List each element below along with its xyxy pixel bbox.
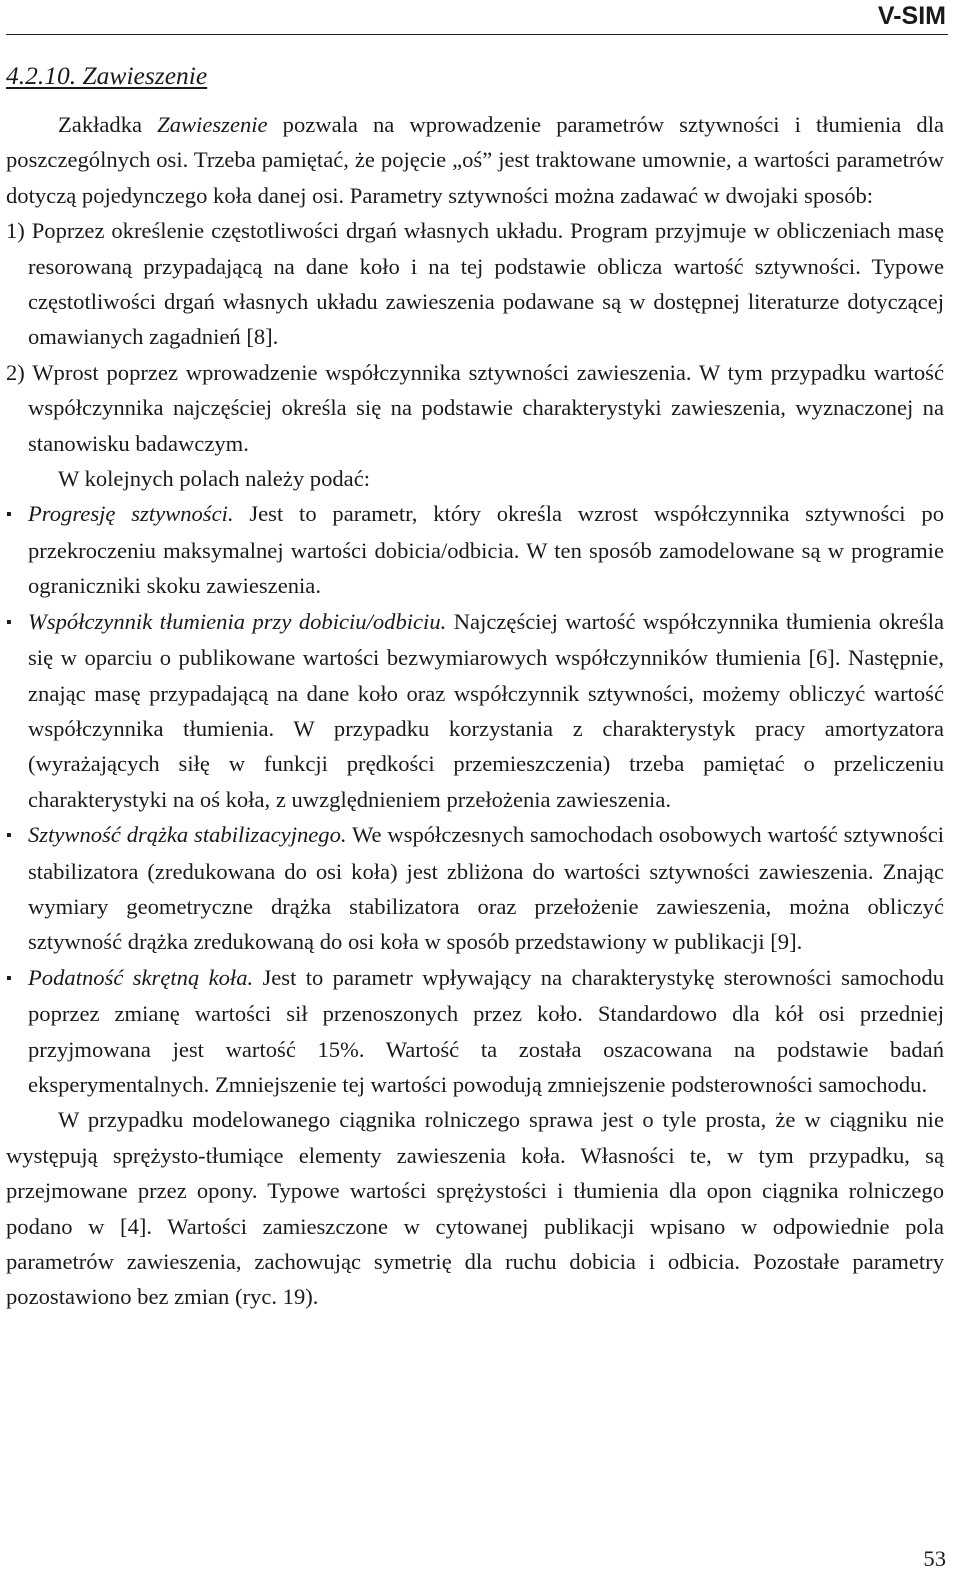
header-divider — [6, 34, 948, 35]
bullet-text: We współczesnych samochodach osobowych wartość sztywności stabilizatora (zredukowana do osi koła) jest zbliżona do wartości sztywności zawieszenia. Znając wymiary geometryczne drążka stabilizatora oraz przełożenie zawieszenia, można obliczyć sztywność drążka zredukowaną do osi koła w sposób przedstawiony w publikacji [9]. — [28, 822, 944, 955]
bullet-term: Sztywność drążka stabilizacyjnego. — [28, 822, 347, 848]
page-number: 53 — [923, 1546, 946, 1571]
bullet-item-stabilizer-stiffness — [6, 817, 944, 960]
intro-paragraph — [6, 107, 944, 213]
section-title: 4.2.10. Zawieszenie — [6, 61, 208, 90]
bullet-term: Progresję sztywności. — [28, 501, 234, 527]
fields-intro: W kolejnych polach należy podać: — [58, 466, 371, 492]
running-header: V-SIM — [877, 2, 946, 30]
method-item-2: 2) Wprost poprzez wprowadzenie współczynnika sztywności zawieszenia. W tym przypadku wartość współczynnika najczęściej określa się na podstawie charakterystyki zawieszenia, wyznaczonej na stanowisku badawczym. — [6, 359, 944, 456]
bullet-item-wheel-torsional-compliance — [6, 960, 944, 1103]
method-item-1: 1) Poprzez określenie częstotliwości drgań własnych układu. Program przyjmuje w obliczeniach masę resorowaną przypadającą na dane koło i na tej podstawie oblicza wartość sztywności. Typowe częstotliwości drgań własnych układu zawieszenia podawane są w dostępnej literaturze dotyczącej omawianych zagadnień [8]. — [6, 218, 944, 350]
bullet-text: Jest to parametr, który określa wzrost współczynnika sztywności po przekroczeniu maksymalnej wartości dobicia/odbicia. W ten sposób zamodelowane są w programie ograniczniki skoku zawieszenia. — [28, 501, 944, 599]
bullet-item-stiffness-progression — [6, 496, 944, 603]
intro-text-rest: pozwala na wprowadzenie parametrów sztywności i tłumienia dla poszczególnych osi. Trzeba pamiętać, że pojęcie „oś” jest traktowane umownie, a wartości parametrów dotyczą pojedynczego koła danej osi. Parametry sztywności można zadawać w dwojaki sposób: — [6, 112, 944, 208]
closing-paragraph: W przypadku modelowanego ciągnika rolniczego sprawa jest o tyle prosta, że w ciągniku nie występują sprężysto-tłumiące elementy zawieszenia koła. Własności te, w tym przypadku, są przejmowane przez opony. Typowe wartości sprężystości i tłumienia dla opon ciągnika rolniczego podano w [4]. Wartości zamieszczone w cytowanej publikacji wpisano w odpowiednie pola parametrów zawieszenia, zachowując symetrię dla ruchu dobicia i odbicia. Pozostałe parametry pozostawiono bez zmian (ryc. 19). — [6, 1107, 944, 1310]
bullet-text: Najczęściej wartość współczynnika tłumienia określa się w oparciu o publikowane wartości bezwymiarowych współczynników tłumienia [6]. Następnie, znając masę przypadającą na dane koło oraz współczynnik sztywności, możemy obliczyć wartość współczynnika tłumienia. W przypadku korzystania z charakterystyk pracy amortyzatora (wyrażających siłę w funkcji prędkości przemieszczenia) trzeba pamiętać o przeliczeniu charakterystyki na oś koła, z uwzględnieniem przełożenia zawieszenia. — [28, 608, 944, 812]
bullet-term: Podatność skrętną koła. — [28, 964, 254, 990]
bullet-item-damping-coefficient — [6, 604, 944, 817]
tab-name-emphasis: Zawieszenie — [157, 112, 268, 137]
bullet-square-icon: ▪ — [6, 969, 12, 987]
body-text — [6, 107, 944, 1315]
bullet-square-icon: ▪ — [6, 613, 12, 631]
bullet-square-icon: ▪ — [6, 827, 12, 845]
bullet-text: Jest to parametr wpływający na charakterystykę sterowności samochodu poprzez zmianę wartości sił przenoszonych przez koło. Standardowo dla kół osi przedniej przyjmowana jest wartość 15%. Wartość ta została oszacowana na podstawie badań eksperymentalnych. Zmniejszenie tej wartości powodują zmniejszenie podsterowności samochodu. — [28, 964, 944, 1097]
bullet-square-icon: ▪ — [6, 506, 12, 524]
intro-text-start: Zakładka — [58, 112, 158, 137]
bullet-term: Współczynnik tłumienia przy dobiciu/odbiciu. — [28, 608, 447, 634]
